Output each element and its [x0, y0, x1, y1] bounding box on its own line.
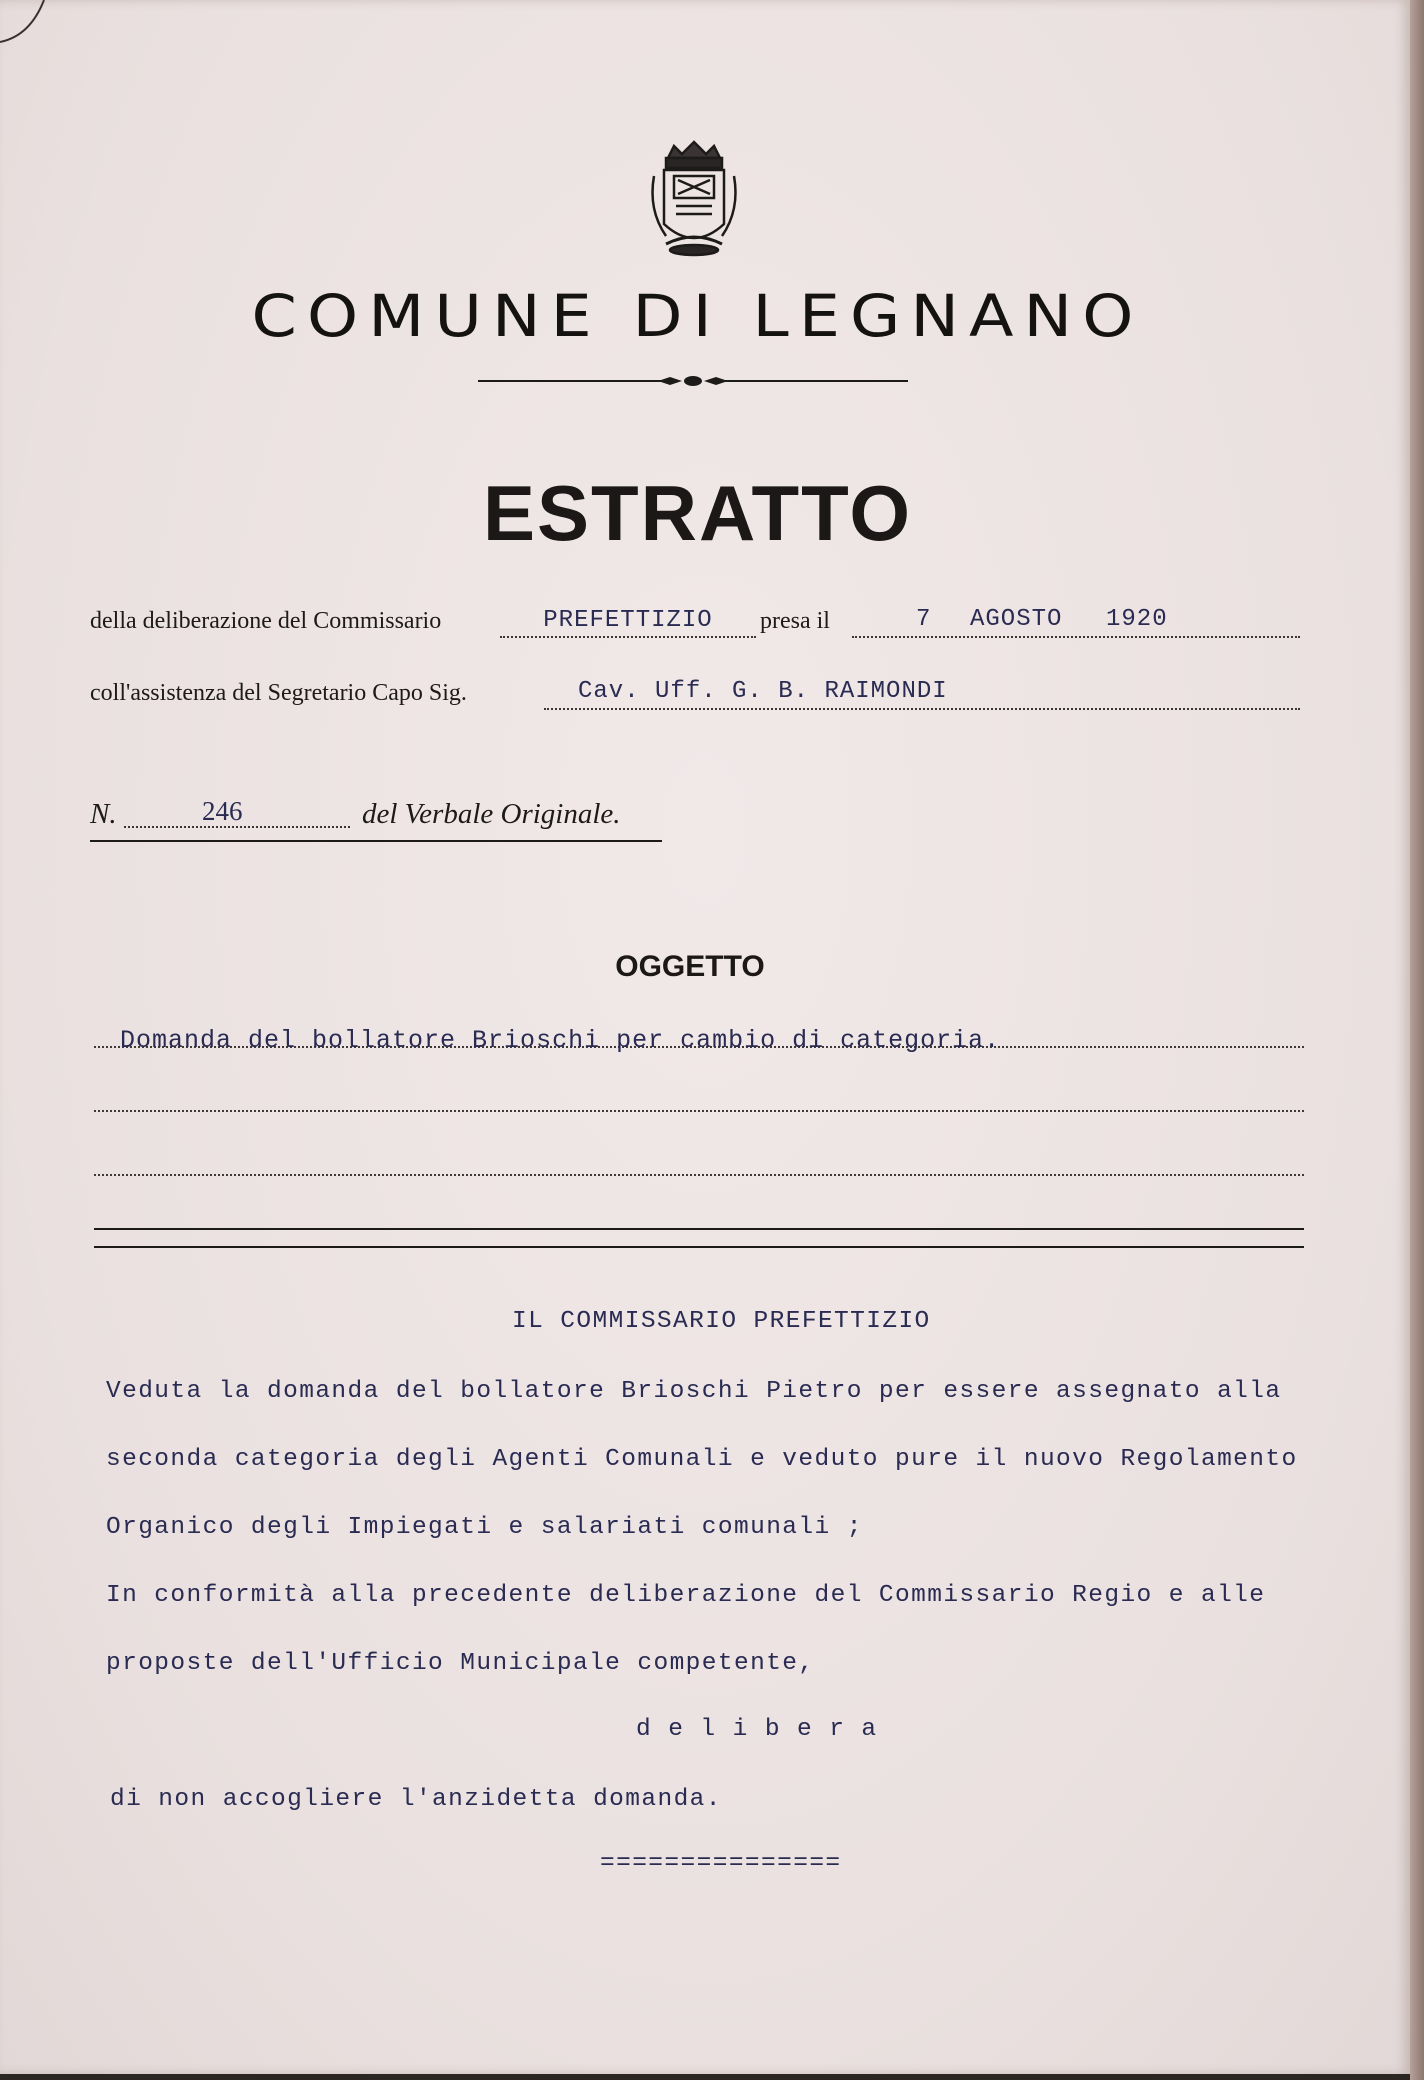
- commissioner-type-field: [500, 607, 756, 638]
- date-month-value: AGOSTO: [970, 606, 1063, 633]
- separator-rule-2: [94, 1246, 1304, 1248]
- verbale-number-value: 246: [202, 796, 243, 826]
- body-line-2: seconda categoria degli Agenti Comunali e veduto pure il nuovo Regolamento: [106, 1446, 1298, 1473]
- body-line-5: proposte dell'Ufficio Municipale competente,: [106, 1650, 815, 1677]
- municipality-title: COMUNE DI LEGNANO: [251, 282, 1144, 350]
- decision-text: di non accogliere l'anzidetta domanda.: [110, 1786, 722, 1813]
- date-year-value: 1920: [1106, 606, 1168, 633]
- secretary-name-value: Cav. Uff. G. B. RAIMONDI: [578, 678, 948, 705]
- oggetto-line-3: [94, 1174, 1304, 1176]
- oggetto-line-2: [94, 1110, 1304, 1112]
- body-heading: IL COMMISSARIO PREFETTIZIO: [512, 1308, 931, 1335]
- title-ornament-divider: [478, 374, 908, 388]
- document-type-title: ESTRATTO: [482, 469, 913, 557]
- deliberation-prefix: della deliberazione del Commissario: [90, 608, 442, 634]
- secretary-field: [544, 708, 1300, 710]
- delibera-word: d e l i b e r a: [636, 1716, 878, 1743]
- body-line-1: Veduta la domanda del bollatore Brioschi Pietro per essere assegnato alla: [106, 1378, 1282, 1405]
- verbale-number-row: [90, 792, 662, 842]
- corner-fold-mark: [0, 0, 60, 50]
- coat-of-arms-icon: [646, 140, 742, 262]
- verbale-n-label: N.: [90, 798, 117, 830]
- paper-edge: [1410, 0, 1424, 2080]
- date-prefix-text: presa il: [760, 608, 830, 634]
- commissioner-type-value: PREFETTIZIO: [543, 607, 713, 634]
- body-line-4: In conformità alla precedente deliberazione del Commissario Regio e alle: [106, 1582, 1266, 1609]
- secretary-prefix-text: coll'assistenza del Segretario Capo Sig.: [90, 680, 467, 706]
- separator-rule-1: [94, 1228, 1304, 1230]
- date-field: [852, 636, 1300, 638]
- body-line-3: Organico degli Impiegati e salariati comunali ;: [106, 1514, 863, 1541]
- date-day-value: 7: [916, 606, 932, 633]
- deliberation-line: [90, 608, 441, 635]
- oggetto-text: Domanda del bollatore Brioschi per cambio di categoria.: [120, 1026, 1001, 1055]
- closing-rule: ===============: [600, 1850, 842, 1877]
- verbale-suffix: del Verbale Originale.: [362, 798, 621, 830]
- oggetto-heading: OGGETTO: [615, 950, 765, 983]
